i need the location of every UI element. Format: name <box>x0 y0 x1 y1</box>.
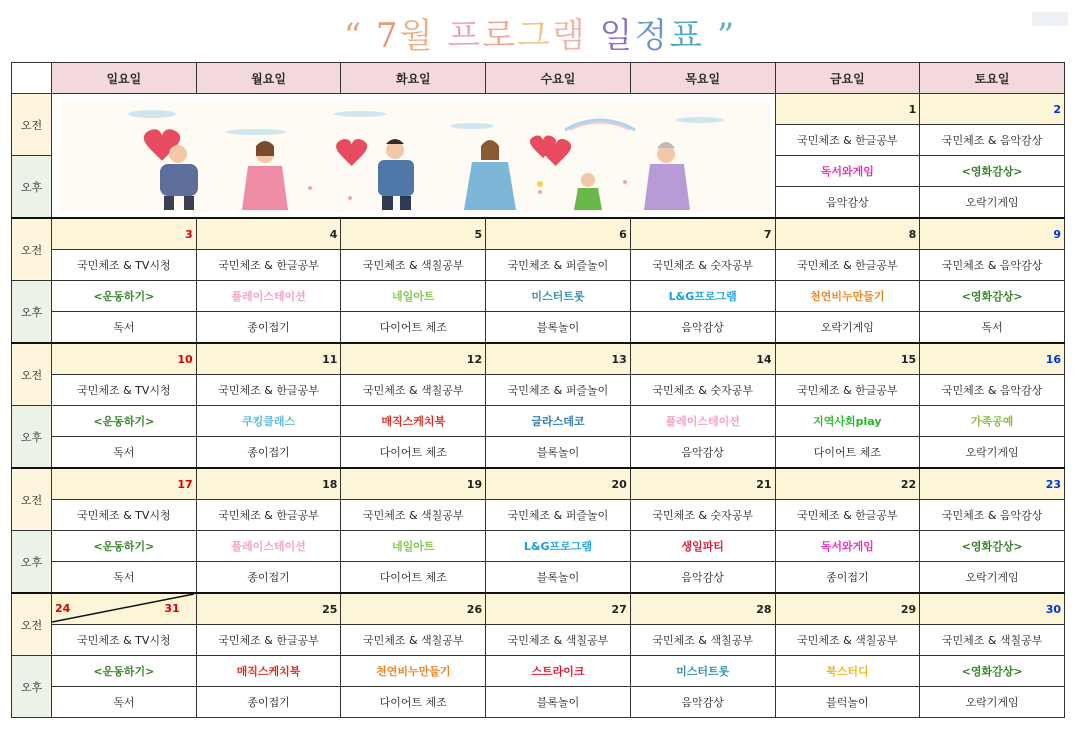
activity-cell: 가족공예 <box>920 406 1065 437</box>
activity-cell: 국민체조 & 한글공부 <box>775 125 920 156</box>
activity-cell: 네일아트 <box>341 531 486 562</box>
day-number: 17 <box>52 468 197 500</box>
activity-cell: 플레이스테이션 <box>196 281 341 312</box>
activity-cell: L&G프로그램 <box>486 531 631 562</box>
pm-label: 오후 <box>12 531 52 594</box>
week5-pm1-row <box>12 656 1065 687</box>
week3-pm1-row <box>12 406 1065 437</box>
activity-cell: <영화감상> <box>920 656 1065 687</box>
title-char: 램 <box>551 16 587 56</box>
day-number: 10 <box>52 343 197 375</box>
title-close-quote: ” <box>716 16 737 56</box>
weekday-mon: 월요일 <box>196 63 341 94</box>
activity-cell: 국민체조 & 퍼즐놀이 <box>486 500 631 531</box>
day-number: 27 <box>486 593 631 625</box>
activity-cell: 글라스데코 <box>486 406 631 437</box>
activity-cell: 종이접기 <box>196 687 341 718</box>
activity-cell: 오락기게임 <box>920 187 1065 219</box>
pm-label: 오후 <box>12 406 52 469</box>
week3-am-row <box>12 375 1065 406</box>
am-label: 오전 <box>12 94 52 156</box>
activity-cell: 국민체조 & 한글공부 <box>196 500 341 531</box>
activity-cell: 종이접기 <box>196 312 341 344</box>
day-number: 9 <box>920 218 1065 250</box>
activity-cell: 독서 <box>920 312 1065 344</box>
activity-cell: 국민체조 & 음악감상 <box>920 500 1065 531</box>
day-number: 19 <box>341 468 486 500</box>
activity-cell: 국민체조 & 숫자공부 <box>630 375 775 406</box>
day-number: 26 <box>341 593 486 625</box>
activity-cell: 독서 <box>52 562 197 594</box>
activity-cell: 미스터트롯 <box>630 656 775 687</box>
activity-cell: 국민체조 & 음악감상 <box>920 250 1065 281</box>
activity-cell: 국민체조 & 색칠공부 <box>341 625 486 656</box>
activity-cell: 다이어트 체조 <box>341 562 486 594</box>
activity-cell: 국민체조 & TV시청 <box>52 250 197 281</box>
activity-cell: <영화감상> <box>920 531 1065 562</box>
week4-pm1-row <box>12 531 1065 562</box>
activity-cell: 국민체조 & TV시청 <box>52 375 197 406</box>
title-char: 그 <box>516 16 552 56</box>
activity-cell: 국민체조 & 한글공부 <box>775 375 920 406</box>
activity-cell: 독서 <box>52 437 197 469</box>
weekday-sat: 토요일 <box>920 63 1065 94</box>
day-number: 8 <box>775 218 920 250</box>
activity-cell: 매직스케치북 <box>341 406 486 437</box>
activity-cell: 국민체조 & 색칠공부 <box>341 375 486 406</box>
day-number: 23 <box>920 468 1065 500</box>
day-number: 6 <box>486 218 631 250</box>
week4-pm2-row <box>12 562 1065 594</box>
week2-day-row <box>12 218 1065 250</box>
day-number: 13 <box>486 343 631 375</box>
day-number: 11 <box>196 343 341 375</box>
day-number: 25 <box>196 593 341 625</box>
day-number: 5 <box>341 218 486 250</box>
weekday-wed: 수요일 <box>486 63 631 94</box>
day-number: 20 <box>486 468 631 500</box>
activity-cell: 플레이스테이션 <box>630 406 775 437</box>
activity-cell: 종이접기 <box>196 437 341 469</box>
day-number: 3 <box>52 218 197 250</box>
activity-cell: 쿠킹클래스 <box>196 406 341 437</box>
activity-cell: 음악감상 <box>775 187 920 219</box>
activity-cell: 국민체조 & 색칠공부 <box>486 625 631 656</box>
activity-cell: 국민체조 & 색칠공부 <box>341 250 486 281</box>
activity-cell: 생일파티 <box>630 531 775 562</box>
title-open-quote: “ <box>343 16 364 56</box>
day-number: 28 <box>630 593 775 625</box>
day-number-split <box>52 593 197 625</box>
activity-cell: 국민체조 & 음악감상 <box>920 125 1065 156</box>
day-number: 2 <box>920 94 1065 125</box>
week4-day-row <box>12 468 1065 500</box>
page-title <box>0 8 1080 57</box>
family-illustration <box>60 102 772 212</box>
activity-cell: <운동하기> <box>52 406 197 437</box>
activity-cell: 블록놀이 <box>486 312 631 344</box>
activity-cell: 국민체조 & 한글공부 <box>775 250 920 281</box>
day-number: 1 <box>775 94 920 125</box>
activity-cell: 블록놀이 <box>486 437 631 469</box>
activity-cell: 다이어트 체조 <box>341 312 486 344</box>
activity-cell: 국민체조 & 색칠공부 <box>775 625 920 656</box>
activity-cell: 미스터트롯 <box>486 281 631 312</box>
am-label: 오전 <box>12 343 52 406</box>
activity-cell: <운동하기> <box>52 281 197 312</box>
activity-cell: L&G프로그램 <box>630 281 775 312</box>
day-number: 18 <box>196 468 341 500</box>
activity-cell: 독서와게임 <box>775 531 920 562</box>
activity-cell: 국민체조 & 색칠공부 <box>920 625 1065 656</box>
activity-cell: 다이어트 체조 <box>341 437 486 469</box>
activity-cell: 플레이스테이션 <box>196 531 341 562</box>
activity-cell: 음악감상 <box>630 687 775 718</box>
activity-cell: 매직스케치북 <box>196 656 341 687</box>
title-char: 표 <box>669 16 705 56</box>
activity-cell: 음악감상 <box>630 562 775 594</box>
week2-am-row <box>12 250 1065 281</box>
day-number: 4 <box>196 218 341 250</box>
week4-am-row <box>12 500 1065 531</box>
title-char: 정 <box>634 16 670 56</box>
activity-cell: 블럭놀이 <box>775 687 920 718</box>
activity-cell: 종이접기 <box>775 562 920 594</box>
activity-cell: 음악감상 <box>630 437 775 469</box>
activity-cell: 오락기게임 <box>920 437 1065 469</box>
title-char: 일 <box>599 16 635 56</box>
activity-cell: 국민체조 & TV시청 <box>52 625 197 656</box>
activity-cell: 북스터디 <box>775 656 920 687</box>
activity-cell: <영화감상> <box>920 156 1065 187</box>
schedule-table <box>11 62 1065 718</box>
activity-cell: 독서 <box>52 687 197 718</box>
am-label: 오전 <box>12 468 52 531</box>
activity-cell: 국민체조 & 숫자공부 <box>630 250 775 281</box>
day-number: 12 <box>341 343 486 375</box>
activity-cell: 국민체조 & 한글공부 <box>196 625 341 656</box>
am-label: 오전 <box>12 593 52 656</box>
activity-cell: 블록놀이 <box>486 687 631 718</box>
pm-label: 오후 <box>12 156 52 219</box>
corner-mark <box>1032 12 1068 26</box>
activity-cell: 오락기게임 <box>920 687 1065 718</box>
activity-cell: <운동하기> <box>52 656 197 687</box>
title-char: 7 <box>375 16 400 56</box>
week2-pm2-row <box>12 312 1065 344</box>
day-number: 30 <box>920 593 1065 625</box>
activity-cell: 국민체조 & 퍼즐놀이 <box>486 250 631 281</box>
activity-cell: 네일아트 <box>341 281 486 312</box>
day-number: 24 <box>55 602 71 615</box>
activity-cell: 오락기게임 <box>920 562 1065 594</box>
day-number: 14 <box>630 343 775 375</box>
activity-cell: 천연비누만들기 <box>775 281 920 312</box>
activity-cell: 블록놀이 <box>486 562 631 594</box>
title-char: 로 <box>482 16 517 56</box>
title-char: 월 <box>399 16 435 56</box>
activity-cell: 다이어트 체조 <box>775 437 920 469</box>
activity-cell: 국민체조 & 한글공부 <box>196 375 341 406</box>
activity-cell: 국민체조 & 음악감상 <box>920 375 1065 406</box>
activity-cell: 국민체조 & 색칠공부 <box>630 625 775 656</box>
activity-cell: 국민체조 & 숫자공부 <box>630 500 775 531</box>
activity-cell: 다이어트 체조 <box>341 687 486 718</box>
week1-day-row <box>12 94 1065 125</box>
activity-cell: 독서 <box>52 312 197 344</box>
weekday-tue: 화요일 <box>341 63 486 94</box>
header-corner <box>12 63 52 94</box>
activity-cell: 국민체조 & 한글공부 <box>775 500 920 531</box>
day-number: 7 <box>630 218 775 250</box>
week2-pm1-row <box>12 281 1065 312</box>
activity-cell: 음악감상 <box>630 312 775 344</box>
activity-cell: <운동하기> <box>52 531 197 562</box>
week5-day-row <box>12 593 1065 625</box>
activity-cell: 종이접기 <box>196 562 341 594</box>
weekday-sun: 일요일 <box>52 63 197 94</box>
day-number: 31 <box>164 602 180 615</box>
activity-cell: 독서와게임 <box>775 156 920 187</box>
day-number: 15 <box>775 343 920 375</box>
activity-cell: 오락기게임 <box>775 312 920 344</box>
activity-cell: 스트라이크 <box>486 656 631 687</box>
activity-cell: 천연비누만들기 <box>341 656 486 687</box>
week5-am-row <box>12 625 1065 656</box>
week3-day-row <box>12 343 1065 375</box>
activity-cell: 지역사회play <box>775 406 920 437</box>
day-number: 22 <box>775 468 920 500</box>
activity-cell: 국민체조 & TV시청 <box>52 500 197 531</box>
activity-cell: <영화감상> <box>920 281 1065 312</box>
activity-cell: 국민체조 & 퍼즐놀이 <box>486 375 631 406</box>
week5-pm2-row <box>12 687 1065 718</box>
activity-cell: 국민체조 & 한글공부 <box>196 250 341 281</box>
day-number: 29 <box>775 593 920 625</box>
pm-label: 오후 <box>12 281 52 344</box>
banner-illustration <box>52 94 776 219</box>
weekday-header-row <box>12 63 1065 94</box>
weekday-thu: 목요일 <box>630 63 775 94</box>
weekday-fri: 금요일 <box>775 63 920 94</box>
day-number: 21 <box>630 468 775 500</box>
activity-cell: 국민체조 & 색칠공부 <box>341 500 486 531</box>
week3-pm2-row <box>12 437 1065 469</box>
pm-label: 오후 <box>12 656 52 718</box>
day-number: 16 <box>920 343 1065 375</box>
am-label: 오전 <box>12 218 52 281</box>
title-char: 프 <box>447 16 483 56</box>
